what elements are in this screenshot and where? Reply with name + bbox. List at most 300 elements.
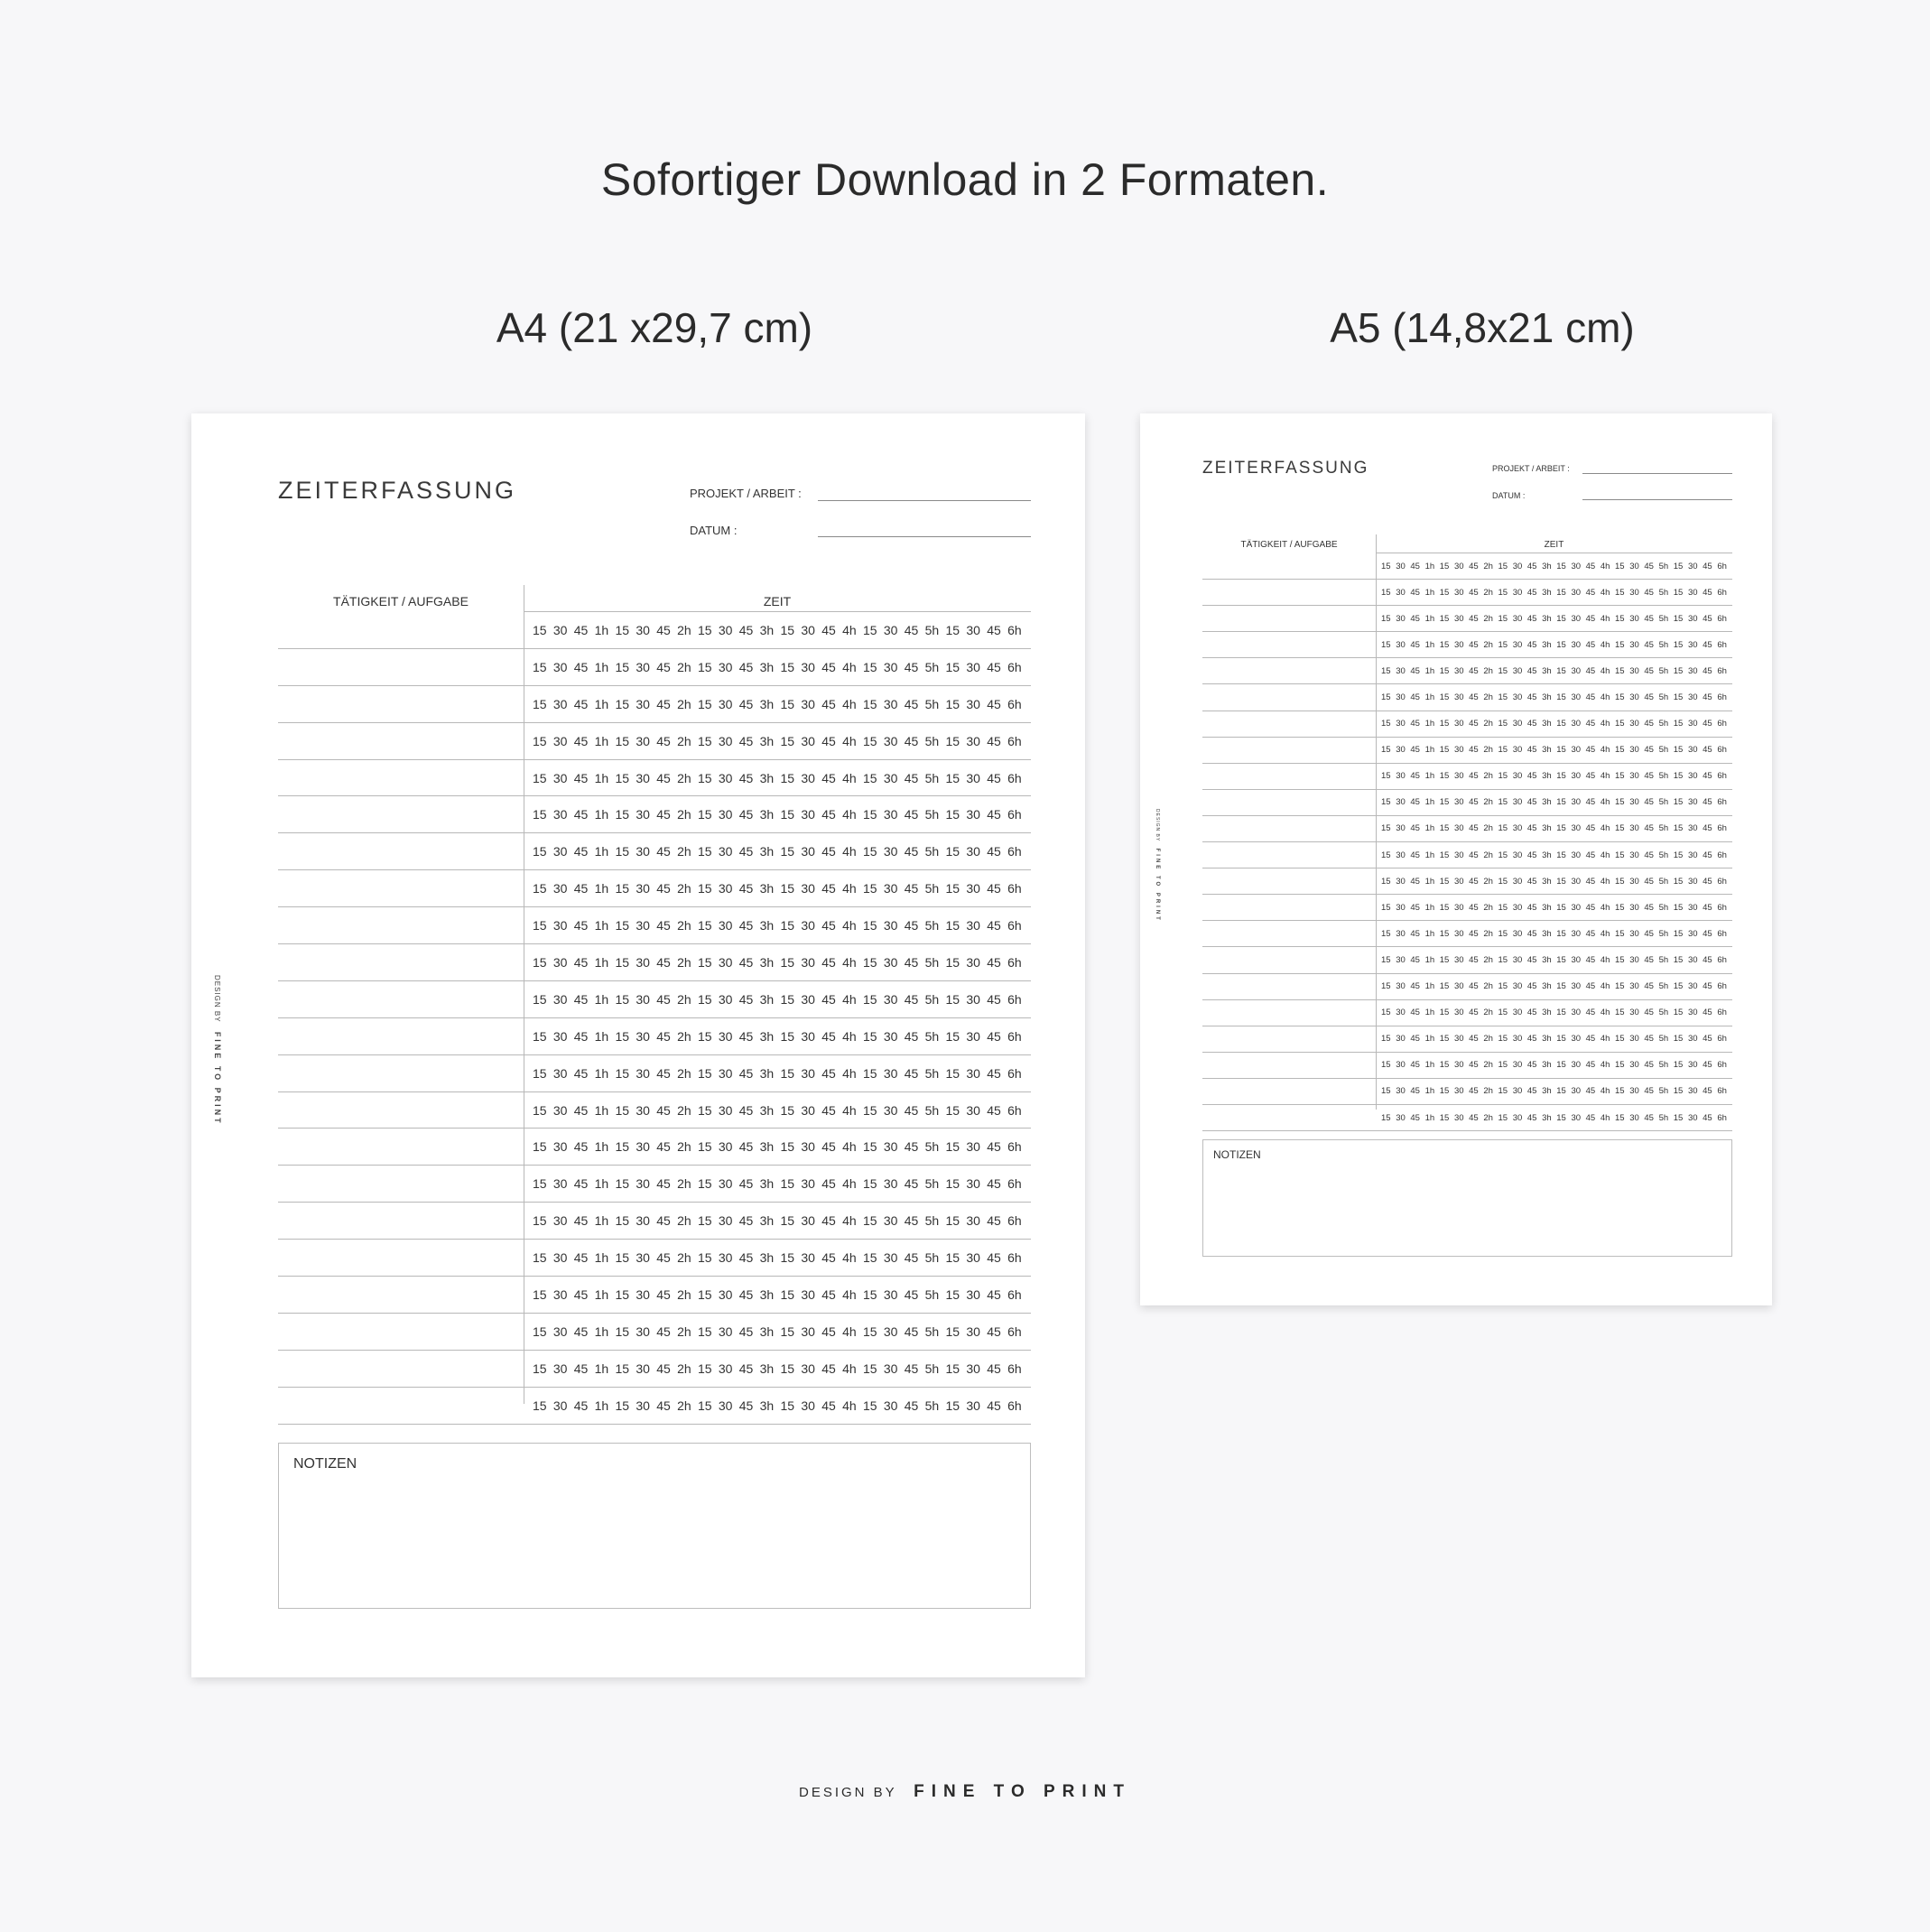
time-mark[interactable]: 30 bbox=[552, 1102, 568, 1118]
time-mark[interactable]: 45 bbox=[1526, 1034, 1537, 1045]
time-mark[interactable]: 45 bbox=[1526, 1086, 1537, 1097]
time-mark[interactable]: 45 bbox=[1469, 561, 1479, 571]
time-mark[interactable]: 45 bbox=[573, 881, 589, 896]
time-mark[interactable]: 30 bbox=[636, 1139, 650, 1155]
time-mark[interactable]: 30 bbox=[1687, 954, 1698, 965]
time-mark[interactable]: 45 bbox=[904, 918, 919, 933]
time-mark[interactable]: 15 bbox=[945, 1213, 960, 1229]
time-mark[interactable]: 45 bbox=[1644, 981, 1654, 992]
time-mark[interactable]: 15 bbox=[1556, 665, 1566, 676]
time-mark[interactable]: 45 bbox=[1526, 692, 1537, 703]
time-mark[interactable]: 30 bbox=[718, 622, 733, 637]
time-mark[interactable]: 15 bbox=[863, 622, 877, 637]
time-mark[interactable]: 15 bbox=[1673, 797, 1684, 808]
time-mark[interactable]: 15 bbox=[533, 954, 547, 970]
time-mark[interactable]: 30 bbox=[1571, 1060, 1582, 1071]
time-mark[interactable]: 5h bbox=[1658, 561, 1669, 571]
time-mark[interactable]: 45 bbox=[1469, 1008, 1479, 1018]
time-mark[interactable]: 15 bbox=[945, 1286, 960, 1302]
time-mark[interactable]: 15 bbox=[945, 1102, 960, 1118]
time-mark[interactable]: 45 bbox=[821, 1213, 836, 1229]
time-mark[interactable]: 6h bbox=[1717, 928, 1727, 939]
time-mark[interactable]: 15 bbox=[533, 1028, 547, 1044]
time-mark[interactable]: 45 bbox=[1410, 745, 1420, 756]
table-row[interactable] bbox=[1202, 868, 1732, 895]
time-mark[interactable]: 15 bbox=[1439, 954, 1450, 965]
time-mark[interactable]: 15 bbox=[615, 1361, 630, 1376]
time-mark[interactable]: 30 bbox=[966, 733, 980, 748]
time-mark[interactable]: 5h bbox=[1658, 587, 1669, 598]
time-mark[interactable]: 30 bbox=[801, 1176, 815, 1192]
time-mark[interactable]: 45 bbox=[656, 1028, 671, 1044]
time-mark[interactable]: 45 bbox=[738, 1286, 754, 1302]
time-mark[interactable]: 30 bbox=[1571, 587, 1582, 598]
time-mark[interactable]: 30 bbox=[1453, 902, 1464, 913]
time-mark[interactable]: 45 bbox=[1469, 692, 1479, 703]
time-mark[interactable]: 45 bbox=[904, 991, 919, 1007]
time-mark[interactable]: 15 bbox=[615, 918, 630, 933]
time-mark[interactable]: 15 bbox=[945, 881, 960, 896]
time-mark[interactable]: 1h bbox=[594, 844, 609, 859]
table-row[interactable] bbox=[1202, 1026, 1732, 1053]
time-mark[interactable]: 15 bbox=[1498, 797, 1508, 808]
time-mark[interactable]: 5h bbox=[924, 1361, 940, 1376]
time-mark[interactable]: 15 bbox=[615, 881, 630, 896]
time-mark[interactable]: 30 bbox=[1629, 1060, 1639, 1071]
time-marks[interactable] bbox=[1376, 790, 1732, 815]
time-mark[interactable]: 15 bbox=[1615, 876, 1625, 887]
time-mark[interactable]: 45 bbox=[1410, 587, 1420, 598]
time-mark[interactable]: 2h bbox=[1483, 745, 1493, 756]
time-mark[interactable]: 1h bbox=[594, 659, 609, 674]
time-mark[interactable]: 30 bbox=[718, 1324, 733, 1339]
time-mark[interactable]: 45 bbox=[1703, 613, 1712, 624]
time-mark[interactable]: 45 bbox=[656, 1398, 671, 1413]
time-mark[interactable]: 2h bbox=[677, 1398, 691, 1413]
time-mark[interactable]: 45 bbox=[987, 844, 1001, 859]
time-mark[interactable]: 45 bbox=[1644, 902, 1654, 913]
time-mark[interactable]: 30 bbox=[718, 1065, 733, 1081]
table-row[interactable] bbox=[1202, 580, 1732, 606]
time-mark[interactable]: 45 bbox=[1526, 1008, 1537, 1018]
time-mark[interactable]: 15 bbox=[863, 1286, 877, 1302]
time-mark[interactable]: 15 bbox=[1439, 692, 1450, 703]
time-mark[interactable]: 30 bbox=[966, 918, 980, 933]
time-mark[interactable]: 30 bbox=[552, 1250, 568, 1266]
time-mark[interactable]: 45 bbox=[904, 659, 919, 674]
time-mark[interactable]: 15 bbox=[1615, 561, 1625, 571]
table-row[interactable] bbox=[278, 981, 1031, 1018]
time-mark[interactable]: 45 bbox=[821, 991, 836, 1007]
time-mark[interactable]: 45 bbox=[1644, 954, 1654, 965]
time-marks[interactable] bbox=[1376, 711, 1732, 737]
notes-box[interactable] bbox=[1202, 1139, 1732, 1257]
time-mark[interactable]: 15 bbox=[1381, 639, 1391, 650]
time-mark[interactable]: 2h bbox=[1483, 1034, 1493, 1045]
time-mark[interactable]: 15 bbox=[615, 844, 630, 859]
time-mark[interactable]: 1h bbox=[594, 1286, 609, 1302]
time-mark[interactable]: 30 bbox=[801, 1286, 815, 1302]
time-mark[interactable]: 5h bbox=[1658, 850, 1669, 860]
time-mark[interactable]: 30 bbox=[718, 1139, 733, 1155]
time-mark[interactable]: 45 bbox=[1703, 587, 1712, 598]
time-mark[interactable]: 30 bbox=[718, 696, 733, 711]
time-mark[interactable]: 15 bbox=[1556, 771, 1566, 782]
time-mark[interactable]: 15 bbox=[1556, 797, 1566, 808]
time-mark[interactable]: 15 bbox=[1556, 1112, 1566, 1123]
time-mark[interactable]: 1h bbox=[594, 770, 609, 785]
time-mark[interactable]: 2h bbox=[1483, 665, 1493, 676]
table-row[interactable] bbox=[278, 907, 1031, 944]
time-marks[interactable] bbox=[1376, 842, 1732, 868]
time-mark[interactable]: 30 bbox=[1629, 981, 1639, 992]
time-mark[interactable]: 4h bbox=[842, 1213, 857, 1229]
time-mark[interactable]: 3h bbox=[1542, 1034, 1552, 1045]
time-mark[interactable]: 5h bbox=[1658, 613, 1669, 624]
time-mark[interactable]: 45 bbox=[987, 1213, 1001, 1229]
time-mark[interactable]: 4h bbox=[842, 1398, 857, 1413]
time-mark[interactable]: 45 bbox=[1644, 613, 1654, 624]
time-mark[interactable]: 15 bbox=[1615, 928, 1625, 939]
time-mark[interactable]: 45 bbox=[904, 1065, 919, 1081]
time-mark[interactable]: 30 bbox=[1512, 954, 1523, 965]
time-mark[interactable]: 45 bbox=[1526, 613, 1537, 624]
time-mark[interactable]: 45 bbox=[1703, 1112, 1712, 1123]
time-mark[interactable]: 45 bbox=[738, 918, 754, 933]
time-mark[interactable]: 30 bbox=[636, 696, 650, 711]
time-mark[interactable]: 30 bbox=[883, 1028, 898, 1044]
time-mark[interactable]: 5h bbox=[1658, 639, 1669, 650]
time-marks[interactable] bbox=[524, 1166, 1031, 1202]
time-mark[interactable]: 2h bbox=[677, 1065, 691, 1081]
time-mark[interactable]: 15 bbox=[863, 770, 877, 785]
time-mark[interactable]: 15 bbox=[1673, 823, 1684, 834]
time-mark[interactable]: 5h bbox=[924, 622, 940, 637]
time-mark[interactable]: 3h bbox=[1542, 561, 1552, 571]
time-mark[interactable]: 5h bbox=[924, 1102, 940, 1118]
time-mark[interactable]: 45 bbox=[1644, 745, 1654, 756]
time-mark[interactable]: 3h bbox=[759, 1028, 775, 1044]
time-marks[interactable] bbox=[1376, 606, 1732, 631]
time-mark[interactable]: 30 bbox=[966, 1176, 980, 1192]
time-mark[interactable]: 5h bbox=[924, 1176, 940, 1192]
time-mark[interactable]: 30 bbox=[552, 991, 568, 1007]
time-mark[interactable]: 45 bbox=[656, 1361, 671, 1376]
time-mark[interactable]: 6h bbox=[1007, 991, 1022, 1007]
time-mark[interactable]: 45 bbox=[904, 1398, 919, 1413]
time-mark[interactable]: 4h bbox=[1600, 1086, 1610, 1097]
time-mark[interactable]: 30 bbox=[1453, 1034, 1464, 1045]
time-mark[interactable]: 15 bbox=[1381, 1008, 1391, 1018]
time-mark[interactable]: 30 bbox=[636, 881, 650, 896]
time-mark[interactable]: 45 bbox=[1644, 719, 1654, 729]
time-mark[interactable]: 45 bbox=[1703, 823, 1712, 834]
time-mark[interactable]: 15 bbox=[1439, 1112, 1450, 1123]
time-mark[interactable]: 15 bbox=[615, 622, 630, 637]
time-mark[interactable]: 1h bbox=[1424, 850, 1435, 860]
time-mark[interactable]: 30 bbox=[718, 918, 733, 933]
time-marks[interactable] bbox=[1376, 816, 1732, 841]
time-marks[interactable] bbox=[1376, 764, 1732, 789]
time-mark[interactable]: 2h bbox=[677, 991, 691, 1007]
time-mark[interactable]: 3h bbox=[1542, 1060, 1552, 1071]
time-mark[interactable]: 15 bbox=[1381, 561, 1391, 571]
time-marks[interactable] bbox=[524, 649, 1031, 685]
time-mark[interactable]: 15 bbox=[780, 1176, 795, 1192]
time-mark[interactable]: 2h bbox=[1483, 719, 1493, 729]
time-mark[interactable]: 4h bbox=[842, 622, 857, 637]
time-mark[interactable]: 2h bbox=[1483, 850, 1493, 860]
time-mark[interactable]: 45 bbox=[1644, 771, 1654, 782]
time-mark[interactable]: 30 bbox=[801, 918, 815, 933]
time-mark[interactable]: 45 bbox=[1469, 719, 1479, 729]
time-mark[interactable]: 4h bbox=[842, 1102, 857, 1118]
time-mark[interactable]: 45 bbox=[821, 1028, 836, 1044]
time-mark[interactable]: 6h bbox=[1007, 1361, 1022, 1376]
time-mark[interactable]: 15 bbox=[1498, 981, 1508, 992]
time-mark[interactable]: 15 bbox=[698, 881, 712, 896]
table-row[interactable] bbox=[1202, 790, 1732, 816]
table-row[interactable] bbox=[278, 723, 1031, 760]
time-mark[interactable]: 5h bbox=[1658, 797, 1669, 808]
time-marks[interactable] bbox=[524, 612, 1031, 648]
time-mark[interactable]: 30 bbox=[718, 991, 733, 1007]
time-marks[interactable] bbox=[524, 760, 1031, 796]
time-mark[interactable]: 15 bbox=[780, 1028, 795, 1044]
time-mark[interactable]: 15 bbox=[1673, 587, 1684, 598]
time-mark[interactable]: 30 bbox=[1453, 928, 1464, 939]
time-mark[interactable]: 4h bbox=[842, 807, 857, 822]
time-mark[interactable]: 15 bbox=[863, 659, 877, 674]
time-mark[interactable]: 30 bbox=[883, 1361, 898, 1376]
time-mark[interactable]: 30 bbox=[801, 1028, 815, 1044]
time-mark[interactable]: 45 bbox=[987, 733, 1001, 748]
time-mark[interactable]: 30 bbox=[801, 1398, 815, 1413]
time-mark[interactable]: 3h bbox=[759, 1324, 775, 1339]
time-mark[interactable]: 30 bbox=[552, 733, 568, 748]
time-mark[interactable]: 45 bbox=[656, 622, 671, 637]
time-mark[interactable]: 4h bbox=[1600, 797, 1610, 808]
time-mark[interactable]: 15 bbox=[863, 954, 877, 970]
time-marks[interactable] bbox=[1376, 658, 1732, 683]
time-mark[interactable]: 15 bbox=[1673, 981, 1684, 992]
time-mark[interactable]: 45 bbox=[656, 844, 671, 859]
time-mark[interactable]: 30 bbox=[636, 1286, 650, 1302]
time-mark[interactable]: 30 bbox=[552, 1028, 568, 1044]
time-mark[interactable]: 45 bbox=[656, 954, 671, 970]
table-row[interactable] bbox=[1202, 711, 1732, 738]
time-mark[interactable]: 30 bbox=[1629, 587, 1639, 598]
time-mark[interactable]: 4h bbox=[842, 1361, 857, 1376]
time-mark[interactable]: 45 bbox=[821, 1065, 836, 1081]
time-mark[interactable]: 45 bbox=[821, 1139, 836, 1155]
table-row[interactable] bbox=[1202, 921, 1732, 947]
time-mark[interactable]: 30 bbox=[1512, 1008, 1523, 1018]
time-mark[interactable]: 15 bbox=[1673, 1008, 1684, 1018]
time-mark[interactable]: 6h bbox=[1007, 1065, 1022, 1081]
time-mark[interactable]: 45 bbox=[573, 1028, 589, 1044]
date-field[interactable] bbox=[818, 536, 1031, 537]
time-mark[interactable]: 30 bbox=[1629, 876, 1639, 887]
time-mark[interactable]: 30 bbox=[883, 1398, 898, 1413]
time-mark[interactable]: 15 bbox=[1439, 876, 1450, 887]
time-mark[interactable]: 4h bbox=[1600, 587, 1610, 598]
table-row[interactable] bbox=[1202, 632, 1732, 658]
time-mark[interactable]: 1h bbox=[1424, 981, 1435, 992]
table-row[interactable] bbox=[1202, 764, 1732, 790]
time-mark[interactable]: 45 bbox=[1410, 928, 1420, 939]
time-mark[interactable]: 2h bbox=[1483, 823, 1493, 834]
time-mark[interactable]: 6h bbox=[1007, 770, 1022, 785]
time-mark[interactable]: 2h bbox=[677, 770, 691, 785]
time-mark[interactable]: 30 bbox=[718, 733, 733, 748]
time-mark[interactable]: 1h bbox=[1424, 902, 1435, 913]
time-mark[interactable]: 3h bbox=[1542, 587, 1552, 598]
time-marks[interactable] bbox=[1376, 632, 1732, 657]
time-marks[interactable] bbox=[524, 1092, 1031, 1129]
time-mark[interactable]: 15 bbox=[863, 1324, 877, 1339]
time-mark[interactable]: 45 bbox=[1469, 981, 1479, 992]
time-mark[interactable]: 30 bbox=[1453, 561, 1464, 571]
time-mark[interactable]: 45 bbox=[1644, 1112, 1654, 1123]
time-mark[interactable]: 15 bbox=[615, 696, 630, 711]
time-mark[interactable]: 3h bbox=[759, 696, 775, 711]
time-mark[interactable]: 30 bbox=[801, 659, 815, 674]
time-mark[interactable]: 45 bbox=[1644, 1060, 1654, 1071]
time-mark[interactable]: 6h bbox=[1007, 659, 1022, 674]
time-mark[interactable]: 30 bbox=[1629, 850, 1639, 860]
time-mark[interactable]: 45 bbox=[656, 991, 671, 1007]
time-mark[interactable]: 45 bbox=[1410, 771, 1420, 782]
time-mark[interactable]: 30 bbox=[966, 1102, 980, 1118]
time-mark[interactable]: 45 bbox=[1526, 561, 1537, 571]
time-mark[interactable]: 4h bbox=[1600, 1112, 1610, 1123]
time-mark[interactable]: 15 bbox=[1673, 613, 1684, 624]
time-mark[interactable]: 15 bbox=[1498, 719, 1508, 729]
time-mark[interactable]: 3h bbox=[1542, 797, 1552, 808]
time-mark[interactable]: 30 bbox=[1687, 876, 1698, 887]
time-mark[interactable]: 2h bbox=[1483, 1112, 1493, 1123]
time-mark[interactable]: 45 bbox=[1703, 665, 1712, 676]
time-mark[interactable]: 15 bbox=[780, 807, 795, 822]
time-mark[interactable]: 30 bbox=[552, 622, 568, 637]
time-mark[interactable]: 45 bbox=[904, 1176, 919, 1192]
time-mark[interactable]: 30 bbox=[966, 844, 980, 859]
time-mark[interactable]: 15 bbox=[1498, 613, 1508, 624]
time-mark[interactable]: 15 bbox=[1673, 665, 1684, 676]
time-mark[interactable]: 30 bbox=[801, 733, 815, 748]
table-row[interactable] bbox=[278, 1018, 1031, 1055]
time-mark[interactable]: 30 bbox=[718, 1176, 733, 1192]
time-mark[interactable]: 15 bbox=[780, 1065, 795, 1081]
time-mark[interactable]: 15 bbox=[1381, 797, 1391, 808]
table-row[interactable] bbox=[278, 796, 1031, 833]
time-mark[interactable]: 30 bbox=[1629, 1008, 1639, 1018]
time-mark[interactable]: 1h bbox=[1424, 797, 1435, 808]
time-mark[interactable]: 45 bbox=[1526, 1060, 1537, 1071]
time-mark[interactable]: 30 bbox=[1629, 771, 1639, 782]
time-mark[interactable]: 4h bbox=[1600, 850, 1610, 860]
time-mark[interactable]: 45 bbox=[738, 696, 754, 711]
time-mark[interactable]: 45 bbox=[656, 1102, 671, 1118]
table-row[interactable] bbox=[278, 760, 1031, 797]
time-mark[interactable]: 45 bbox=[1644, 823, 1654, 834]
time-mark[interactable]: 30 bbox=[883, 733, 898, 748]
time-mark[interactable]: 45 bbox=[738, 1102, 754, 1118]
time-mark[interactable]: 1h bbox=[1424, 719, 1435, 729]
time-mark[interactable]: 30 bbox=[1687, 1112, 1698, 1123]
time-mark[interactable]: 45 bbox=[1469, 928, 1479, 939]
time-mark[interactable]: 15 bbox=[1498, 639, 1508, 650]
time-mark[interactable]: 15 bbox=[698, 733, 712, 748]
time-mark[interactable]: 45 bbox=[821, 1286, 836, 1302]
time-mark[interactable]: 45 bbox=[904, 770, 919, 785]
time-mark[interactable]: 45 bbox=[1469, 639, 1479, 650]
time-mark[interactable]: 3h bbox=[759, 1361, 775, 1376]
time-mark[interactable]: 45 bbox=[1526, 876, 1537, 887]
time-mark[interactable]: 30 bbox=[636, 991, 650, 1007]
time-mark[interactable]: 45 bbox=[738, 1065, 754, 1081]
time-mark[interactable]: 15 bbox=[533, 844, 547, 859]
time-mark[interactable]: 30 bbox=[552, 954, 568, 970]
time-mark[interactable]: 15 bbox=[1556, 1086, 1566, 1097]
time-mark[interactable]: 45 bbox=[1703, 850, 1712, 860]
time-mark[interactable]: 30 bbox=[636, 1176, 650, 1192]
time-mark[interactable]: 6h bbox=[1717, 665, 1727, 676]
time-mark[interactable]: 30 bbox=[883, 1102, 898, 1118]
table-row[interactable] bbox=[278, 686, 1031, 723]
time-mark[interactable]: 45 bbox=[987, 770, 1001, 785]
time-mark[interactable]: 30 bbox=[1629, 823, 1639, 834]
time-mark[interactable]: 30 bbox=[718, 807, 733, 822]
time-mark[interactable]: 45 bbox=[1469, 954, 1479, 965]
time-mark[interactable]: 30 bbox=[636, 1398, 650, 1413]
time-mark[interactable]: 30 bbox=[1396, 954, 1406, 965]
time-mark[interactable]: 30 bbox=[636, 918, 650, 933]
time-mark[interactable]: 30 bbox=[636, 1102, 650, 1118]
time-mark[interactable]: 30 bbox=[1571, 850, 1582, 860]
time-mark[interactable]: 2h bbox=[1483, 613, 1493, 624]
time-mark[interactable]: 15 bbox=[1381, 745, 1391, 756]
time-mark[interactable]: 15 bbox=[863, 881, 877, 896]
time-mark[interactable]: 45 bbox=[987, 696, 1001, 711]
time-mark[interactable]: 30 bbox=[1396, 876, 1406, 887]
time-mark[interactable]: 15 bbox=[698, 807, 712, 822]
time-mark[interactable]: 15 bbox=[1556, 639, 1566, 650]
time-mark[interactable]: 4h bbox=[842, 1139, 857, 1155]
time-mark[interactable]: 15 bbox=[533, 1176, 547, 1192]
time-mark[interactable]: 15 bbox=[1439, 1060, 1450, 1071]
time-mark[interactable]: 15 bbox=[780, 1361, 795, 1376]
time-mark[interactable]: 5h bbox=[924, 807, 940, 822]
time-mark[interactable]: 3h bbox=[759, 770, 775, 785]
time-mark[interactable]: 30 bbox=[636, 807, 650, 822]
time-mark[interactable]: 1h bbox=[1424, 1060, 1435, 1071]
time-mark[interactable]: 45 bbox=[987, 1176, 1001, 1192]
time-mark[interactable]: 15 bbox=[945, 991, 960, 1007]
time-mark[interactable]: 4h bbox=[842, 881, 857, 896]
time-mark[interactable]: 45 bbox=[1526, 954, 1537, 965]
time-marks[interactable] bbox=[524, 1277, 1031, 1313]
time-mark[interactable]: 30 bbox=[1396, 587, 1406, 598]
time-mark[interactable]: 45 bbox=[1585, 1112, 1596, 1123]
time-marks[interactable] bbox=[524, 1055, 1031, 1091]
time-mark[interactable]: 15 bbox=[1381, 954, 1391, 965]
time-mark[interactable]: 5h bbox=[924, 733, 940, 748]
time-mark[interactable]: 45 bbox=[1703, 771, 1712, 782]
time-mark[interactable]: 30 bbox=[636, 1250, 650, 1266]
time-mark[interactable]: 45 bbox=[573, 954, 589, 970]
